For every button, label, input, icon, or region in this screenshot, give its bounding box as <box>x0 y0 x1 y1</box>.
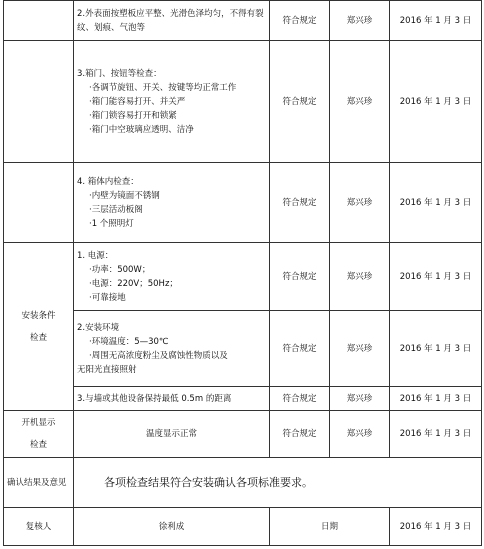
person-cell: 郑兴珍 <box>330 1 390 41</box>
check-item <box>74 1 270 41</box>
table-row <box>4 41 482 163</box>
result-cell: 符合规定 <box>270 163 330 243</box>
date-cell: 2016 年 1 月 3 日 <box>390 243 482 311</box>
check-line: ·箱门能容易打开、并关严 <box>89 96 186 107</box>
installation-check-table <box>3 0 482 546</box>
date-cell: 2016 年 1 月 3 日 <box>390 163 482 243</box>
check-line: 1. 电源： <box>77 250 114 261</box>
category-label: 开机显示 <box>21 418 56 428</box>
table-row <box>4 508 482 546</box>
table-row <box>4 311 482 387</box>
result-cell: 符合规定 <box>270 411 330 458</box>
result-cell: 符合规定 <box>270 41 330 163</box>
check-item <box>74 41 270 163</box>
install-category-cell <box>4 243 74 411</box>
person-cell: 郑兴珍 <box>330 311 390 387</box>
check-line: ·功率：500W； <box>89 264 151 275</box>
date-cell: 2016 年 1 月 3 日 <box>390 411 482 458</box>
result-cell: 符合规定 <box>270 1 330 41</box>
check-line: ·各调节旋钮、开关、按键等均正常工作 <box>89 82 237 93</box>
check-line: 2.安装环境 <box>77 322 120 333</box>
category-cell <box>4 163 74 243</box>
check-line: ·1 个照明灯 <box>89 218 134 229</box>
check-line: ·周围无高浓度粉尘及腐蚀性物质以及 <box>89 350 228 361</box>
startup-category-cell <box>4 411 74 458</box>
person-cell: 郑兴珍 <box>330 411 390 458</box>
category-label: 检查 <box>29 332 47 343</box>
check-line: ·电源：220V；50Hz； <box>89 278 178 289</box>
review-label: 复核人 <box>4 508 74 546</box>
check-item <box>74 311 270 387</box>
check-line: ·箱门锁容易打开和锁紧 <box>89 110 177 121</box>
confirm-label: 确认结果及意见 <box>4 458 74 508</box>
category-label: 检查 <box>29 440 47 450</box>
check-line: 3.箱门、按钮等检查： <box>77 68 162 79</box>
date-cell: 2016 年 1 月 3 日 <box>390 311 482 387</box>
result-cell: 符合规定 <box>270 243 330 311</box>
person-cell: 郑兴珍 <box>330 163 390 243</box>
check-item <box>74 243 270 311</box>
reviewer-name: 徐利成 <box>74 508 270 546</box>
check-item <box>74 163 270 243</box>
category-label: 安装条件 <box>21 310 56 321</box>
check-line: 3.与墙或其他设备保持最低 0.5m 的距离 <box>77 393 232 404</box>
person-cell: 郑兴珍 <box>330 387 390 411</box>
check-line: 2.外表面按塑板应平整、光滑色泽均匀，不得有裂纹、划痕、气泡等 <box>77 8 264 33</box>
check-item <box>74 387 270 411</box>
check-line: ·可靠接地 <box>89 292 126 303</box>
date-label: 日期 <box>270 508 390 546</box>
confirm-text: 各项检查结果符合安装确认各项标准要求。 <box>74 458 482 508</box>
table-row <box>4 458 482 508</box>
check-item: 温度显示正常 <box>74 411 270 458</box>
table-row <box>4 243 482 311</box>
person-cell: 郑兴珍 <box>330 41 390 163</box>
check-line: ·环境温度：5—30℃ <box>89 336 169 347</box>
check-line: 4. 箱体内检查： <box>77 176 139 187</box>
table-row <box>4 387 482 411</box>
result-cell: 符合规定 <box>270 387 330 411</box>
table-row <box>4 163 482 243</box>
review-date: 2016 年 1 月 3 日 <box>390 508 482 546</box>
check-line: 无阳光直接照射 <box>77 364 137 375</box>
table-row <box>4 1 482 41</box>
date-cell: 2016 年 1 月 3 日 <box>390 387 482 411</box>
result-cell: 符合规定 <box>270 311 330 387</box>
check-line: ·箱门中空玻璃应透明、洁净 <box>89 124 194 135</box>
table-row <box>4 411 482 458</box>
date-cell: 2016 年 1 月 3 日 <box>390 1 482 41</box>
check-line: ·内壁为镜面不锈钢 <box>89 190 160 201</box>
category-cell <box>4 41 74 163</box>
category-cell <box>4 1 74 41</box>
check-line: ·三层活动板阁 <box>89 204 143 215</box>
date-cell: 2016 年 1 月 3 日 <box>390 41 482 163</box>
person-cell: 郑兴珍 <box>330 243 390 311</box>
